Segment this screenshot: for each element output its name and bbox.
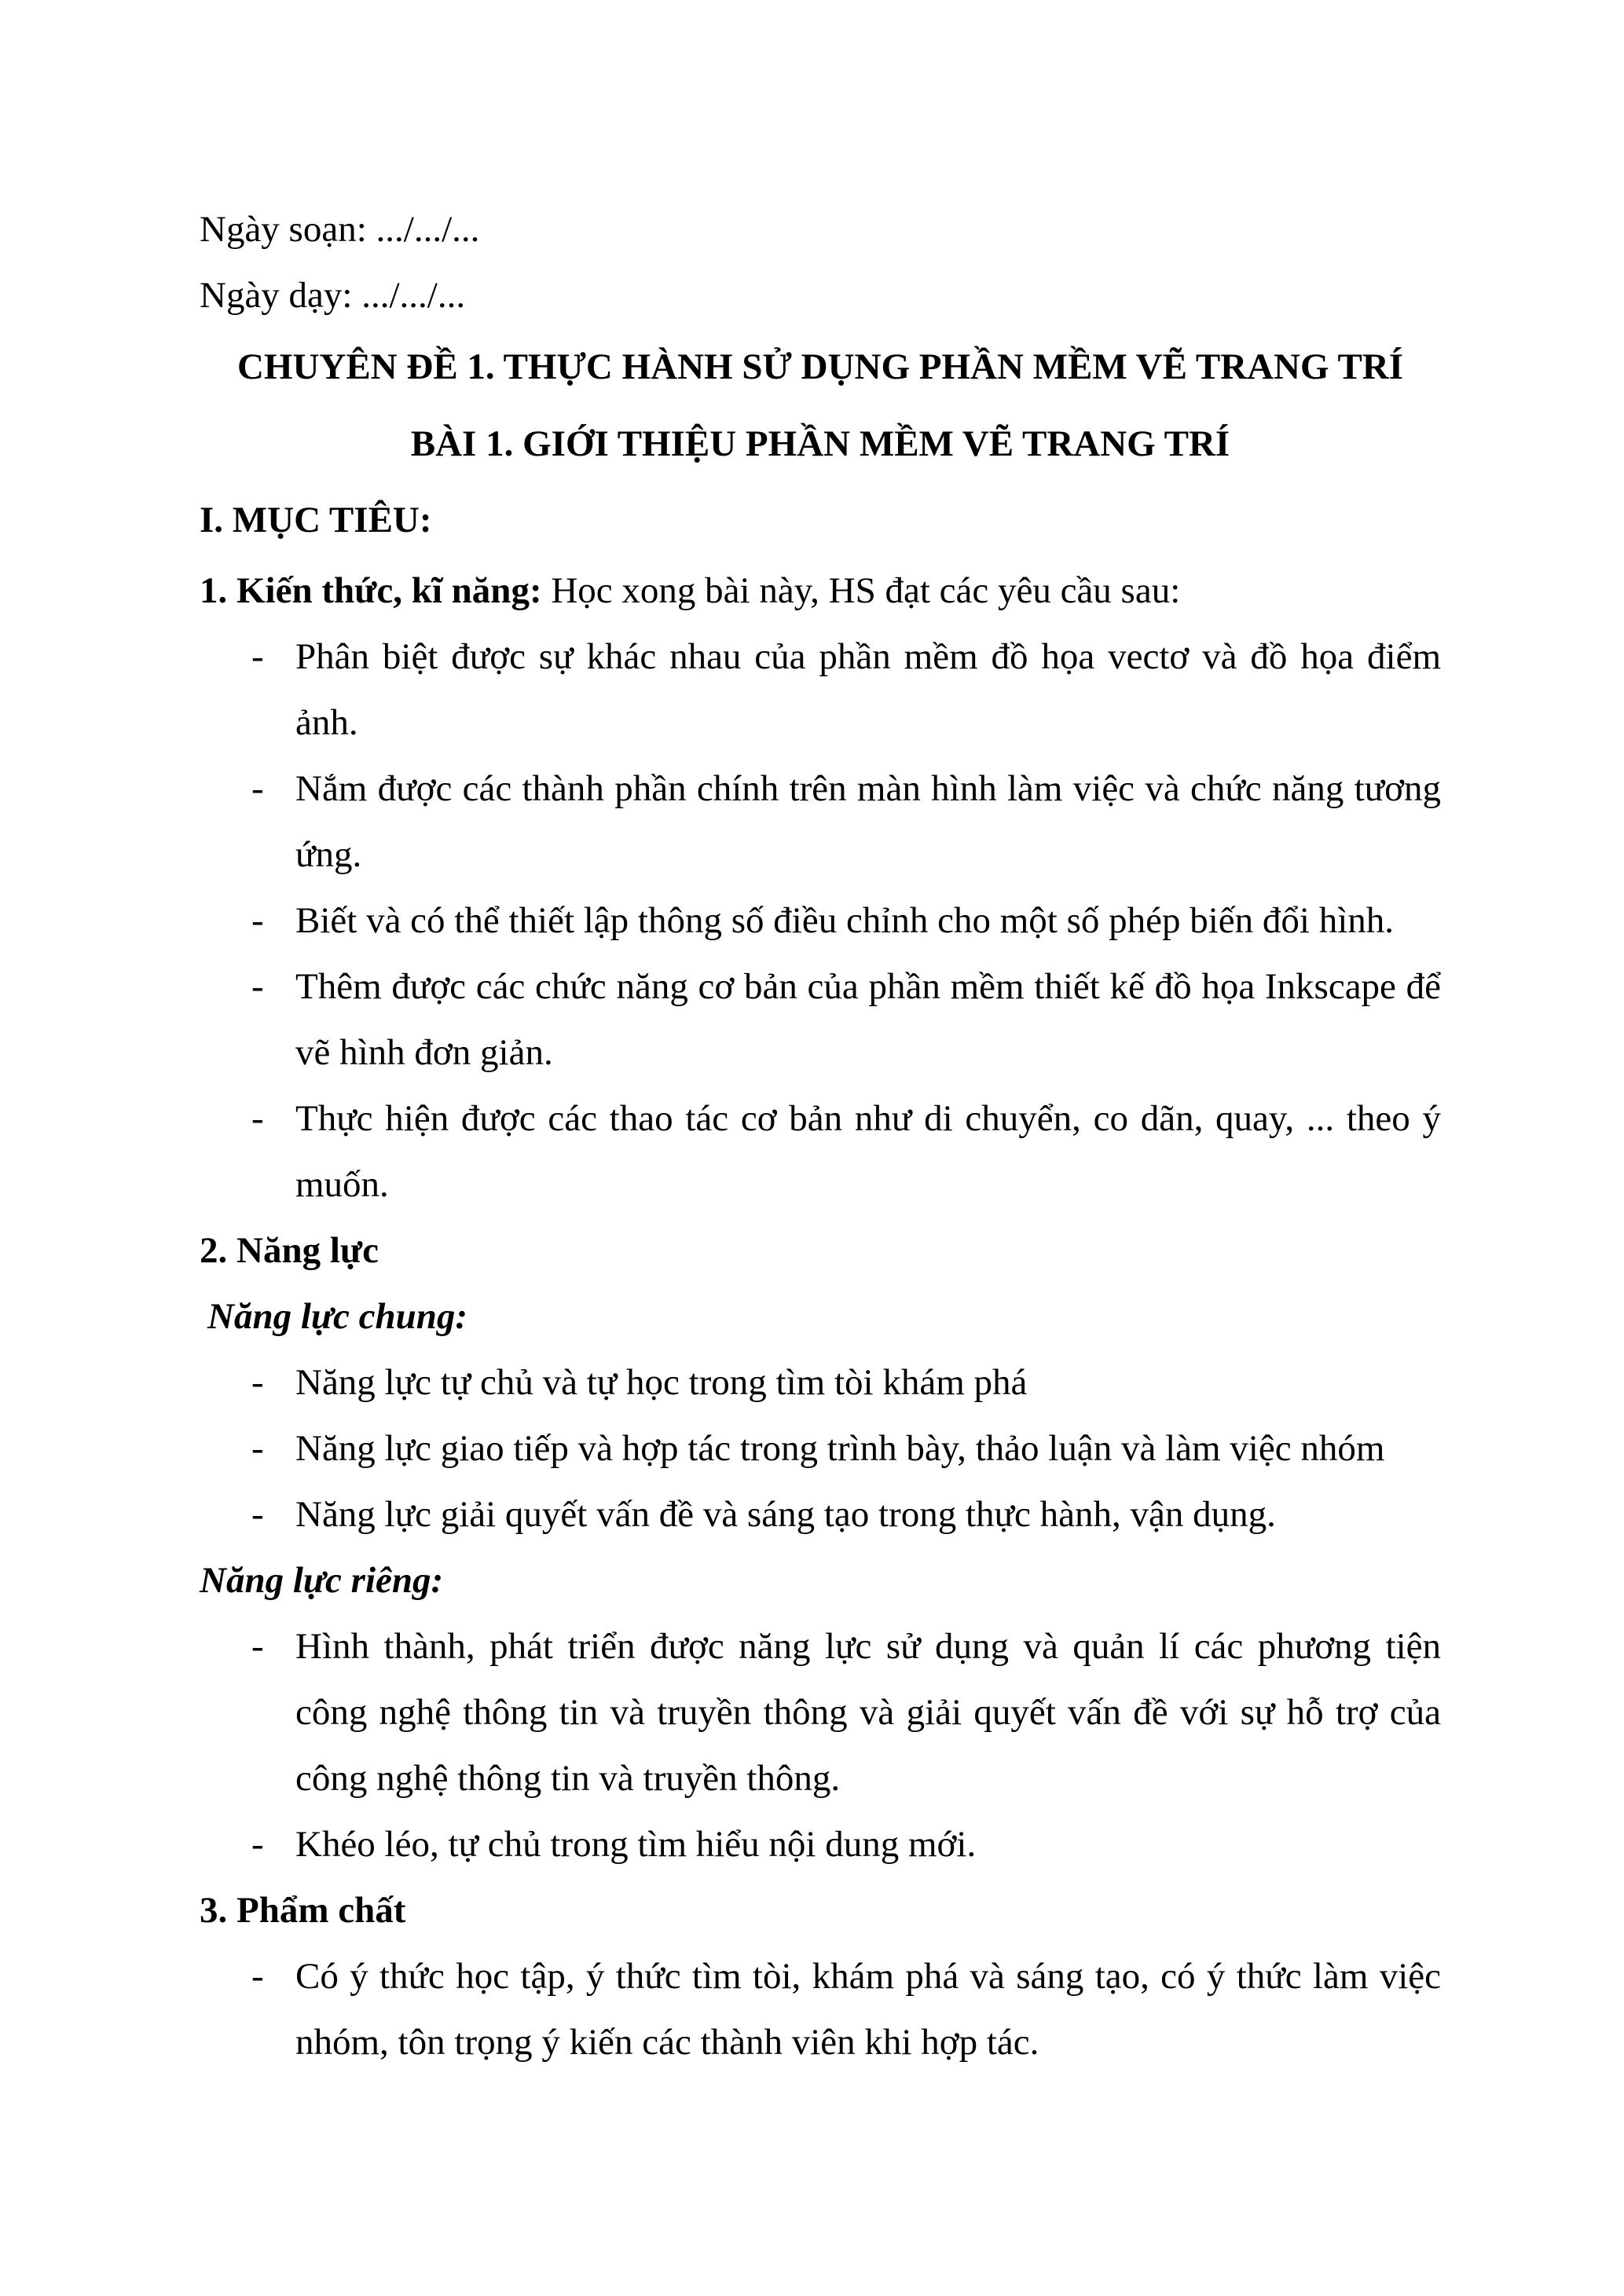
bullet-dash: - [251,636,264,677]
item-text: Biết và có thể thiết lập thông số điều chỉnh cho một số phép biến đổi hình. [295,900,1395,941]
topic-title: CHUYÊN ĐỀ 1. THỰC HÀNH SỬ DỤNG PHẦN MỀM VẼ TRANG TRÍ [236,346,1404,387]
general-competence-label: Năng lực chung: [207,1296,468,1337]
list-item [200,1349,1441,1415]
knowledge-intro: Học xong bài này, HS đạt các yêu cầu sau: [541,570,1181,611]
item-text: Năng lực giao tiếp và hợp tác trong trình bày, thảo luận và làm việc nhóm [295,1428,1385,1469]
list-item [200,624,1441,756]
item-text: Thực hiện được các thao tác cơ bản như di chuyển, co dãn, quay, ... theo ý muốn. [295,1098,1441,1205]
list-item [200,954,1441,1086]
item-text: Khéo léo, tự chủ trong tìm hiểu nội dung mới. [295,1824,977,1865]
item-text: Có ý thức học tập, ý thức tìm tòi, khám phá và sáng tạo, có ý thức làm việc nhóm, tôn trọng ý kiến các thành viên khi hợp tác. [295,1956,1441,2063]
item-text: Nắm được các thành phần chính trên màn hình làm việc và chức năng tương ứng. [295,768,1441,875]
item-text: Thêm được các chức năng cơ bản của phần mềm thiết kế đồ họa Inkscape để vẽ hình đơn giản. [295,966,1441,1073]
list-item [200,1811,1441,1877]
bullet-dash: - [251,900,264,941]
item-text: Phân biệt được sự khác nhau của phần mềm đồ họa vectơ và đồ họa điểm ảnh. [295,636,1441,743]
list-item [200,1415,1441,1481]
item-text: Hình thành, phát triển được năng lực sử dụng và quản lí các phương tiện công nghệ thông tin và truyền thông và giải quyết vấn đề với sự hỗ trợ của công nghệ thông tin và truyền thông. [295,1626,1441,1799]
item-text: Năng lực tự chủ và tự học trong tìm tòi khám phá [295,1362,1028,1403]
bullet-dash: - [251,1956,264,1997]
bullet-dash: - [251,1824,264,1865]
bullet-dash: - [251,1626,264,1667]
objectives-heading: I. MỤC TIÊU: [200,500,432,540]
prep-date: Ngày soạn: .../.../... [200,209,480,250]
specific-competence-label: Năng lực riêng: [200,1560,444,1601]
document-page [200,196,1441,2075]
bullet-dash: - [251,1098,264,1139]
qualities-heading: 3. Phẩm chất [200,1890,406,1931]
list-item [200,1481,1441,1547]
bullet-dash: - [251,1428,264,1469]
list-item [200,888,1441,954]
list-item [200,756,1441,888]
bullet-dash: - [251,966,264,1007]
bullet-dash: - [251,768,264,809]
teach-date: Ngày dạy: .../.../... [200,275,466,316]
list-item [200,1613,1441,1811]
bullet-dash: - [251,1494,264,1535]
lesson-title: BÀI 1. GIỚI THIỆU PHẦN MỀM VẼ TRANG TRÍ [410,423,1230,464]
knowledge-label: 1. Kiến thức, kĩ năng: [200,570,542,611]
item-text: Năng lực giải quyết vấn đề và sáng tạo trong thực hành, vận dụng. [295,1494,1276,1535]
bullet-dash: - [251,1362,264,1403]
list-item [200,1086,1441,1218]
list-item [200,1943,1441,2075]
competence-heading: 2. Năng lực [200,1230,379,1271]
knowledge-line [200,558,1441,624]
